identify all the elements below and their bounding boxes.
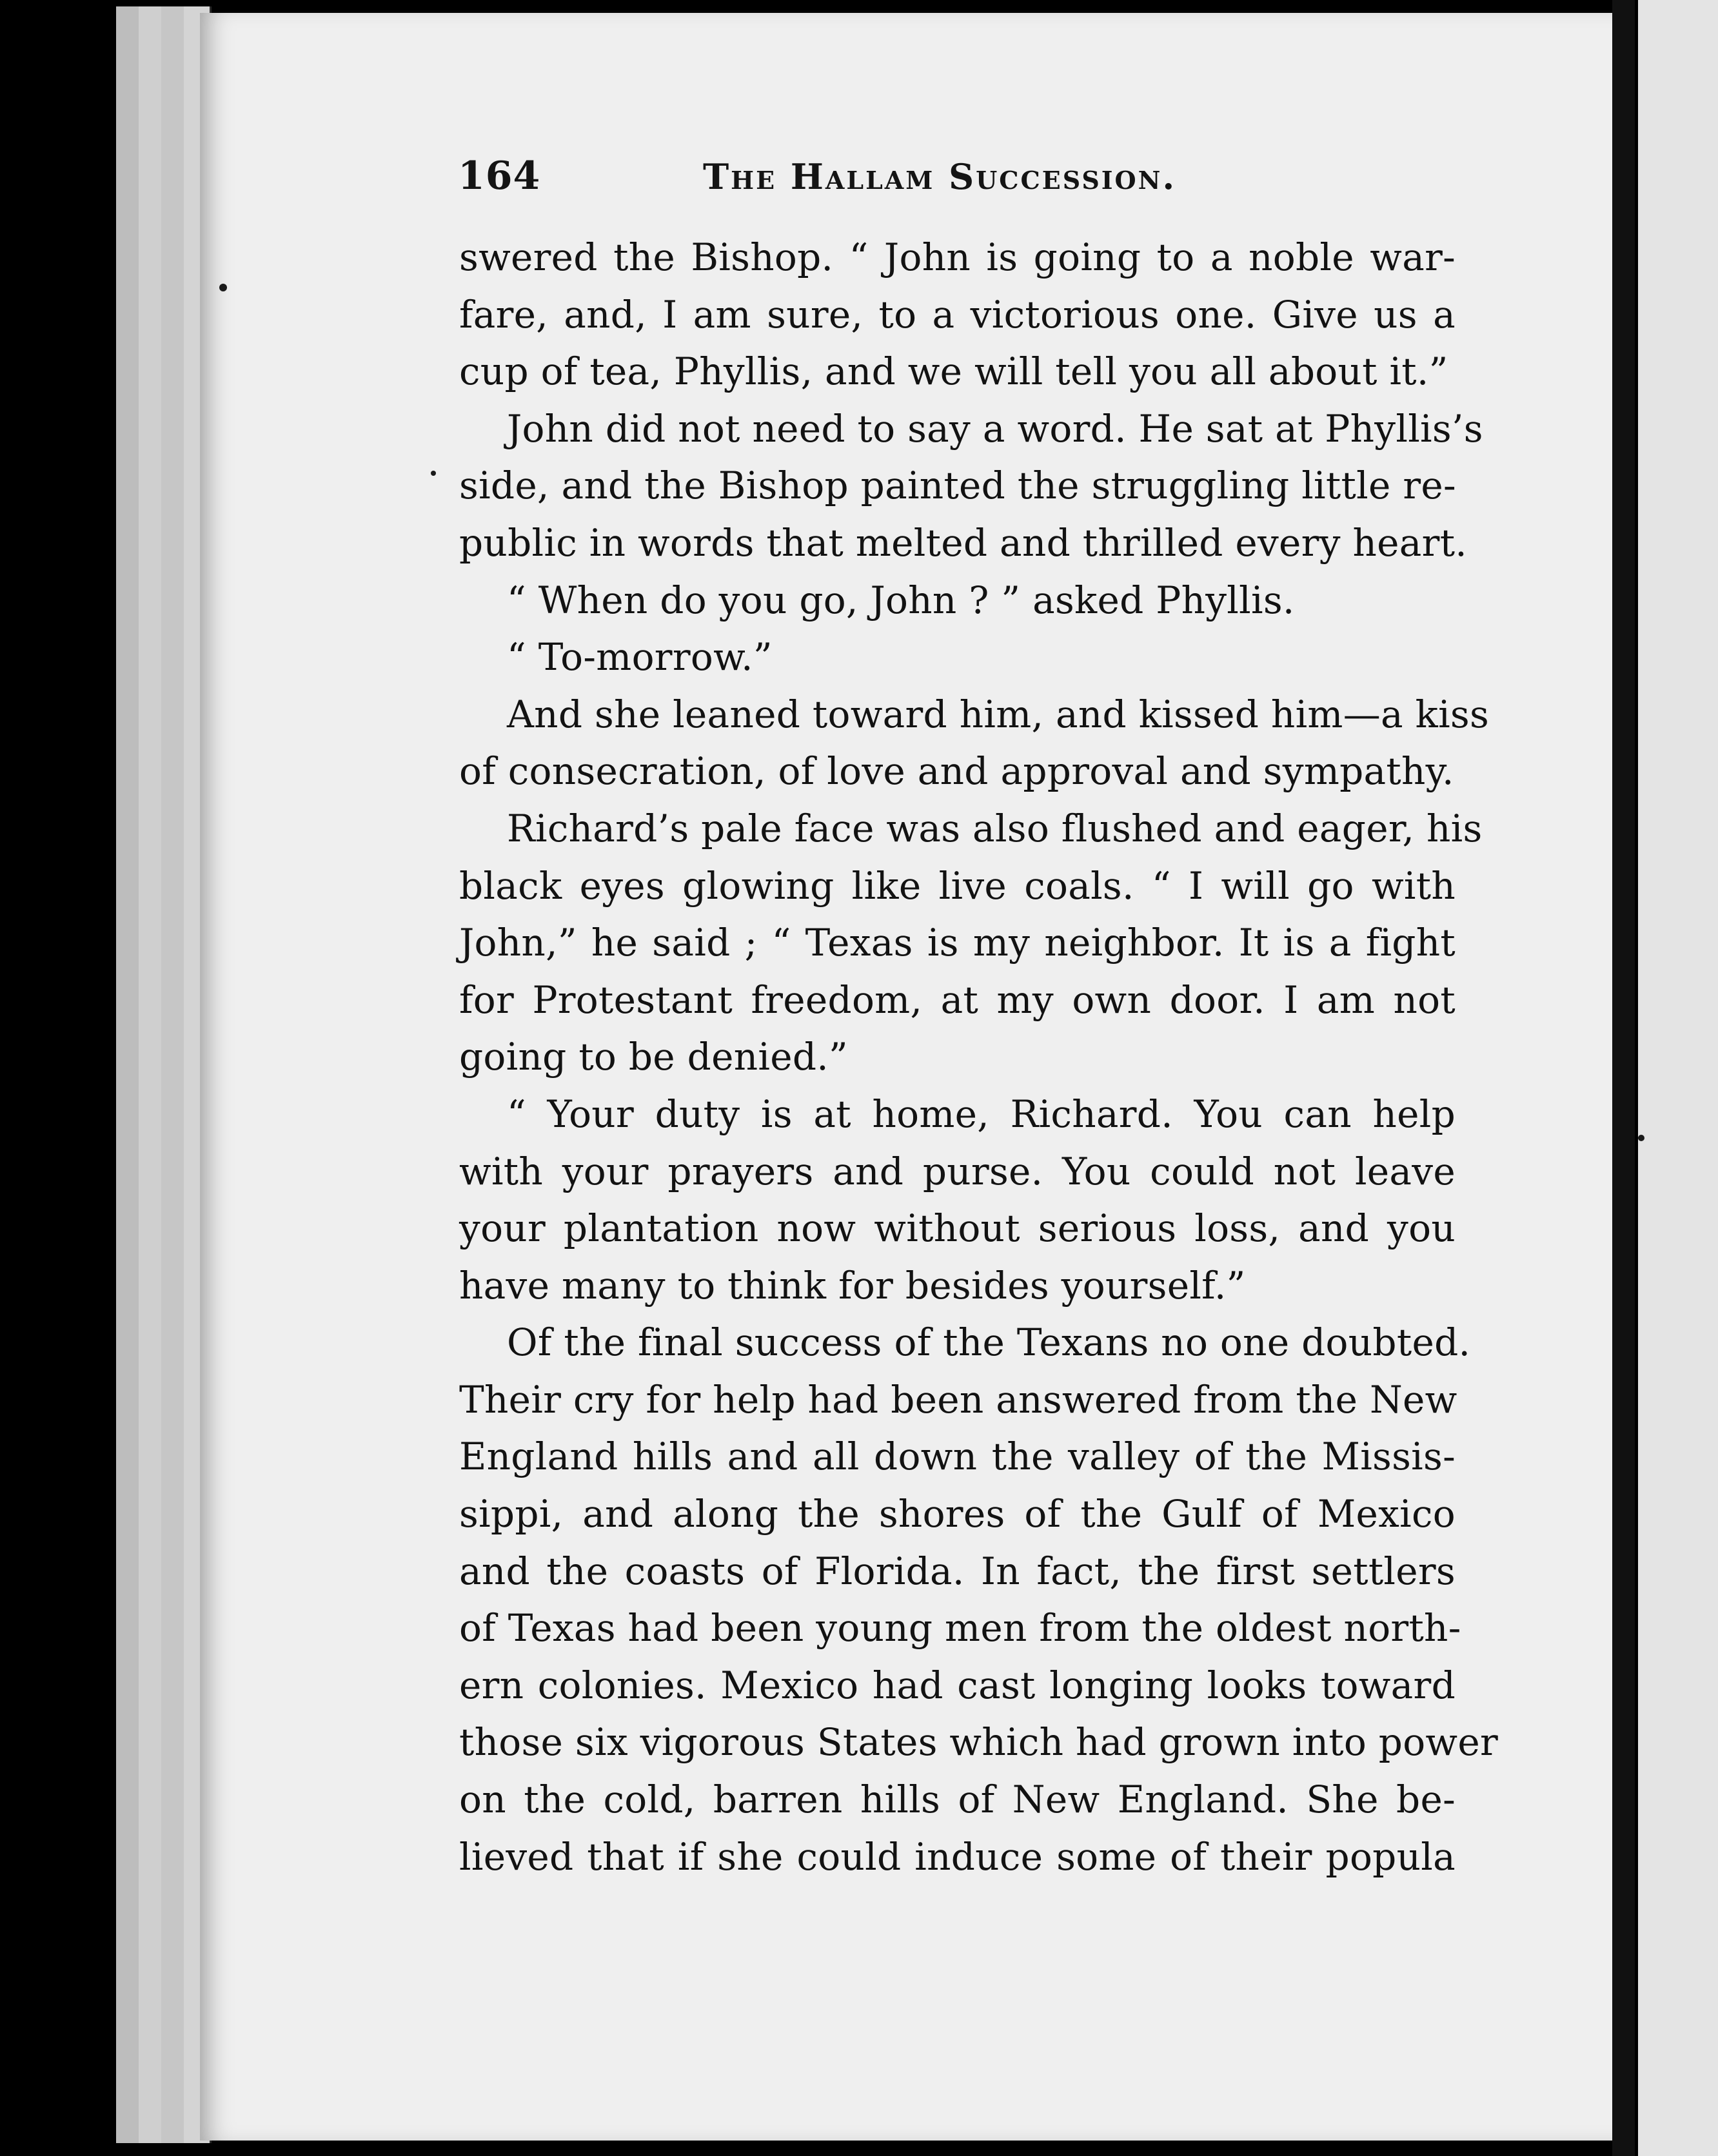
- text-line: of Texas had been young men from the oldest north-: [459, 1606, 1461, 1651]
- body-text: [459, 229, 1499, 1885]
- gutter-shadow: [1612, 0, 1638, 2156]
- text-line: for Protestant freedom, at my own door. I am not: [459, 977, 1456, 1022]
- text-line: Of the final success of the Texans no one doubted.: [507, 1320, 1471, 1365]
- text-line: And she leaned toward him, and kissed him—a kiss: [507, 692, 1490, 736]
- text-line: on the cold, barren hills of New England. She be-: [459, 1778, 1456, 1822]
- text-line: England hills and all down the valley of the Missis-: [459, 1435, 1456, 1479]
- text-line: “ Your duty is at home, Richard. You can help: [507, 1092, 1456, 1136]
- text-line: have many to think for besides yourself.”: [459, 1263, 1246, 1308]
- facing-page: [1638, 0, 1718, 2156]
- text-line: “ To-morrow.”: [507, 635, 773, 680]
- text-line: with your prayers and purse. You could not leave: [459, 1149, 1456, 1193]
- running-title: The Hallam Succession.: [703, 156, 1177, 197]
- running-header: [458, 153, 1200, 205]
- text-line: John did not need to say a word. He sat at Phyllis’s: [507, 406, 1483, 451]
- ink-speck: [219, 284, 227, 291]
- ink-speck: [1638, 1135, 1644, 1141]
- text-line: ern colonies. Mexico had cast longing looks toward: [459, 1663, 1456, 1707]
- text-line: going to be denied.”: [459, 1035, 848, 1079]
- page-number: 164: [458, 153, 541, 199]
- text-line: sippi, and along the shores of the Gulf of Mexico: [459, 1492, 1456, 1536]
- text-line: fare, and, I am sure, to a victorious one. Give us a: [459, 292, 1456, 337]
- text-line: Their cry for help had been answered from the New: [459, 1377, 1457, 1422]
- text-line: cup of tea, Phyllis, and we will tell you all about it.”: [459, 349, 1448, 394]
- text-line: “ When do you go, John ? ” asked Phyllis.: [507, 578, 1295, 622]
- text-line: those six vigorous States which had grown into power: [459, 1720, 1499, 1765]
- text-line: and the coasts of Florida. In fact, the first settlers: [459, 1549, 1456, 1593]
- text-line: side, and the Bishop painted the struggling little re-: [459, 464, 1456, 508]
- text-line: of consecration, of love and approval and sympathy.: [459, 749, 1454, 794]
- text-line: black eyes glowing like live coals. “ I will go with: [459, 863, 1456, 908]
- text-line: Richard’s pale face was also flushed and eager, his: [507, 806, 1483, 850]
- text-line: lieved that if she could induce some of their popula: [459, 1834, 1456, 1879]
- text-line: swered the Bishop. “ John is going to a noble war-: [459, 235, 1456, 279]
- text-line: John,” he said ; “ Texas is my neighbor. It is a fight: [459, 921, 1456, 965]
- ink-speck: [431, 471, 436, 476]
- text-line: your plantation now without serious loss, and you: [459, 1206, 1456, 1251]
- text-line: public in words that melted and thrilled every heart.: [459, 520, 1468, 565]
